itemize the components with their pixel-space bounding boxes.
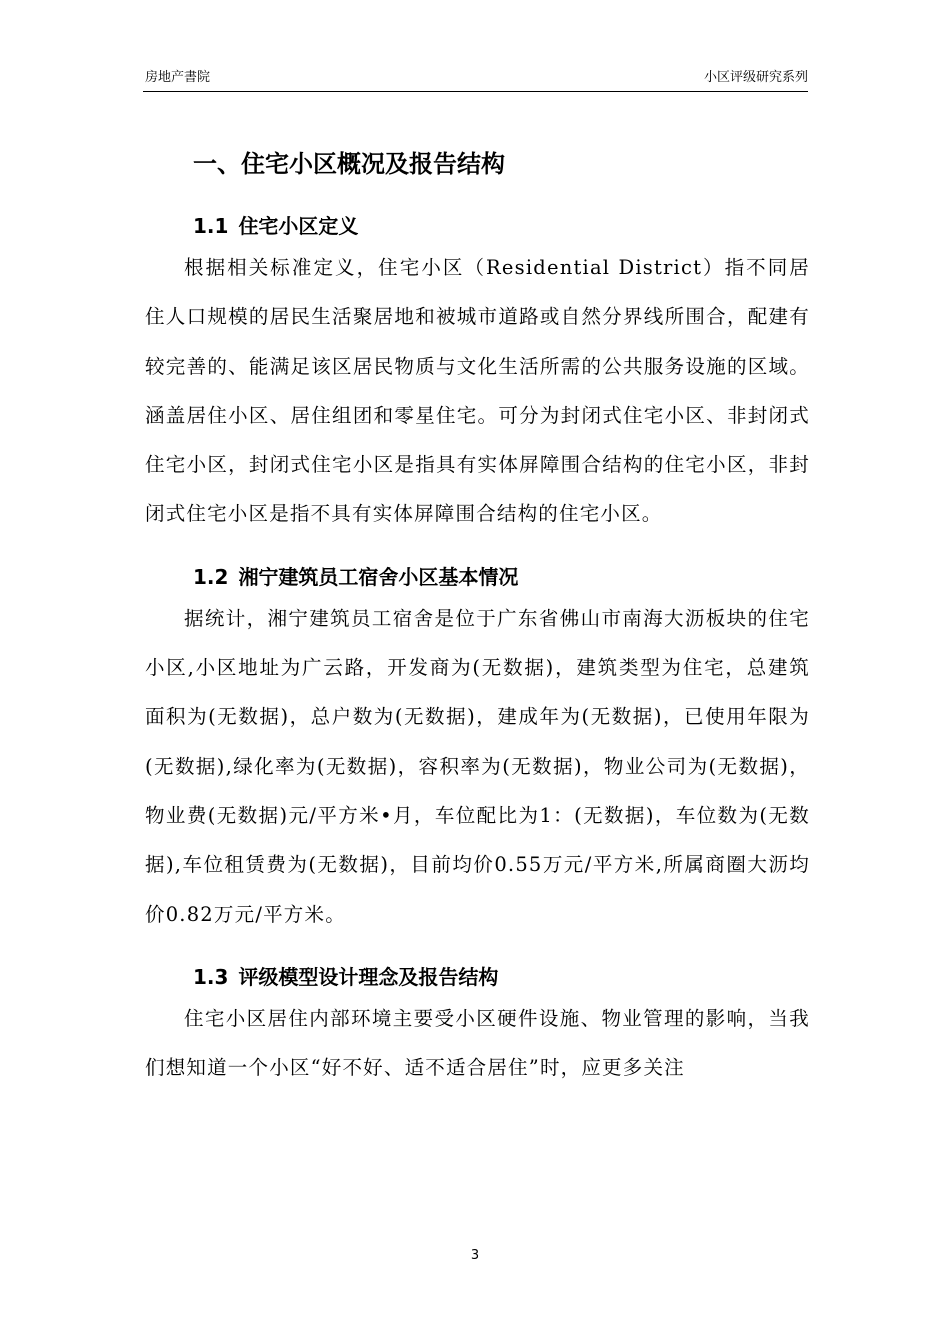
section-title: 湘宁建筑员工宿舍小区基本情况 [238,564,519,589]
section-paragraph-1-3: 住宅小区居住内部环境主要受小区硬件设施、物业管理的影响，当我们想知道一个小区“好不好、适不适合居住”时，应更多关注 [145,1006,810,1080]
section-number: 1.1 [193,214,229,238]
section-title: 评级模型设计理念及报告结构 [238,964,499,989]
section-paragraph-1-1: 根据相关标准定义，住宅小区（Residential District）指不同居住人口规模的居民生活聚居地和被城市道路或自然分界线所围合，配建有较完善的、能满足该区居民物质与文化生活所需的公共服务设施的区域。涵盖居住小区、居住组团和零星住宅。可分为封闭式住宅小区、非封闭式住宅小区，封闭式住宅小区是指具有实体屏障围合结构的住宅小区，非封闭式住宅小区是指不具有实体屏障围合结构的住宅小区。 [145,256,810,526]
section-title: 住宅小区定义 [238,214,359,238]
header-rule [143,91,808,92]
section-heading-1-3 [193,960,810,994]
page-header [145,66,808,90]
page-number: 3 [470,1248,480,1263]
section-number: 1.2 [193,564,229,589]
header-series-title: 小区评级研究系列 [703,70,808,85]
section-heading-1-2 [193,560,810,594]
section-heading-1-1 [193,209,810,243]
section-paragraph-1-2: 据统计，湘宁建筑员工宿舍是位于广东省佛山市南海大沥板块的住宅小区,小区地址为广云路，开发商为(无数据)，建筑类型为住宅，总建筑面积为(无数据)，总户数为(无数据)，建成年为(无数据)，已使用年限为(无数据),绿化率为(无数据)，容积率为(无数据)，物业公司为(无数据)，物业费(无数据)元/平方米•月，车位配比为1：(无数据)，车位数为(无数据),车位租赁费为(无数据)，目前均价0.55万元/平方米,所属商圈大沥均价0.82万元/平方米。 [145,606,810,926]
section-number: 1.3 [193,964,229,989]
page-content [145,138,810,1092]
chapter-title: 一、住宅小区概况及报告结构 [193,150,505,178]
header-publisher: 房地产書院 [145,70,211,85]
